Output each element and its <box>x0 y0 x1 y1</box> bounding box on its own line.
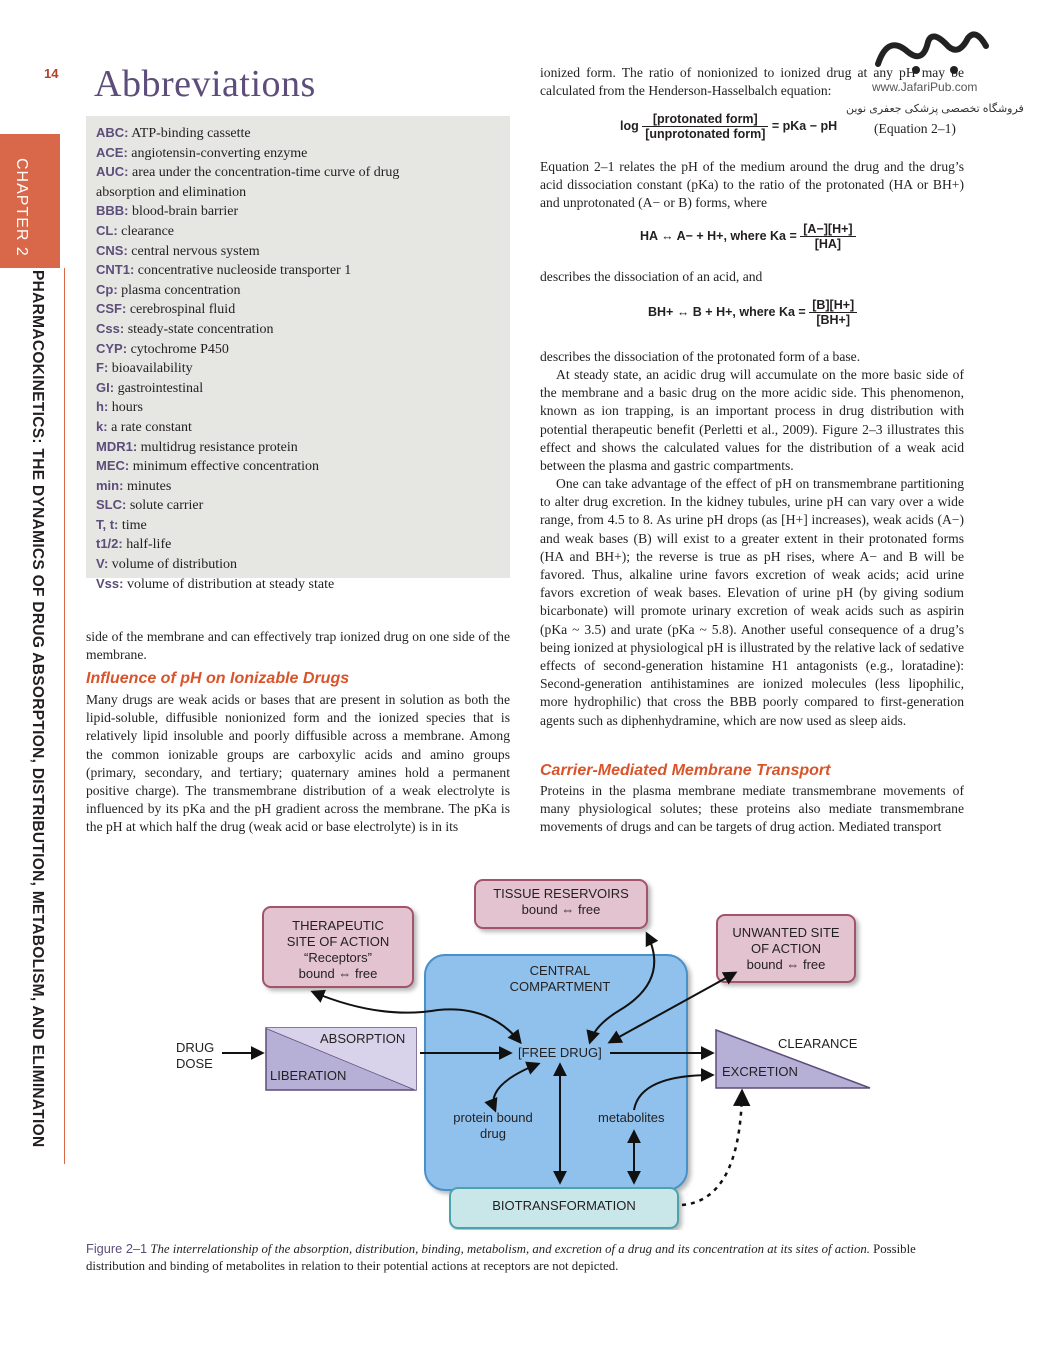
eq1-log: log <box>620 118 639 133</box>
eq1-denominator: [unprotonated form] <box>645 127 766 141</box>
equation-2-1 <box>620 112 837 141</box>
page-number: 14 <box>44 66 59 81</box>
arrow-biotrans-to-excretion <box>682 1092 742 1205</box>
abbreviation-item <box>96 496 506 516</box>
abbreviation-key: k: <box>96 418 108 434</box>
eq1-numerator: [protonated form] <box>642 112 768 127</box>
abbreviation-definition: minutes <box>123 478 172 494</box>
abbreviation-definition: half-life <box>122 537 172 553</box>
abbreviation-item <box>96 340 506 360</box>
watermark-store-name: فروشگاه تخصصی پزشکی جعفری نوین <box>846 103 1024 115</box>
abbreviation-item <box>96 379 506 399</box>
abbreviation-key: SLC: <box>96 497 127 513</box>
right-kidney: One can take advantage of the effect of pH on transmembrane partitioning to alter drug excretion. In the kidney tubules, urine pH can vary over a wide range, from 4.5 to 8. As urine pH drops (as [H+] increases), weak acids (A−) and weak bases (B) will exist to a greater extent in their protonated forms (HA and BH+); the reverse is true as pH rises, where A− and B will be favored. Thus, alkaline urine favors excretion of weak acids; acid urine favors excretion of weak bases. Elevation of urine pH (by giving sodium bicarbonate) will promote urinary excretion of weak acids such as aspirin (pKa ~ 3.5) and urate (pKa ~ 5.8). Another useful consequence of a drug’s being ionized at physiological pH is illustrated by the relative lack of sedative effects of second-generation histamine H1 antagonists (e.g., loratadine): Second-generation antihistamines are ionized molecules (less lipophilic, more hydrophilic) that cross the BBB poorly compared to first-generation agents such as diphenhydramine, which are now used as sleep aids. <box>540 476 964 728</box>
abbreviation-key: V: <box>96 556 109 572</box>
therapeutic-line-1: THERAPEUTIC <box>292 918 384 933</box>
abbreviation-key: ABC: <box>96 125 129 140</box>
abbreviation-definition: ATP-binding cassette <box>128 126 251 141</box>
central-compartment-label <box>495 963 625 995</box>
abbreviation-definition: area under the concentration-time curve of drug <box>128 165 400 181</box>
watermark-url[interactable]: www.JafariPub.com <box>872 80 978 94</box>
chapter-tab-label: CHAPTER 2 <box>13 158 30 257</box>
abbreviation-key: BBB: <box>96 203 129 219</box>
eq2-numerator: [A−][H+] <box>800 222 855 237</box>
biotransformation-label: BIOTRANSFORMATION <box>492 1198 636 1213</box>
abbreviation-key: Css: <box>96 320 125 336</box>
protein-line-1: protein bound <box>453 1110 533 1125</box>
protein-line-2: drug <box>479 1126 507 1141</box>
absorption-label: ABSORPTION <box>320 1031 406 1046</box>
tissue-sub: bound ⇔ free <box>521 902 601 917</box>
caption-rest: Possible distribution and binding of metabolites in relation to their potential actions at receptors are not depicted. <box>86 1242 916 1273</box>
abbreviation-definition: solute carrier <box>126 498 204 514</box>
left-paragraph-2: Many drugs are weak acids or bases that are present in solution as both the lipid-soluble, diffusible nonionized form and the ionized species that is relatively lipid insoluble and poorly diffusible across a membrane. Among the common ionizable groups are carboxylic acids and amino groups (primary, secondary, and tertiary; quaternary amines hold a permanent positive charge). The transmembrane distribution of a weak electrolyte is influenced by its pKa and the pH gradient across the membrane. The pKa is the pH at which half the drug (weak acid or base electrolyte) is in its <box>86 692 510 835</box>
unwanted-line-1: UNWANTED SITE <box>732 925 840 940</box>
metabolites-label: metabolites <box>598 1110 665 1125</box>
abbreviation-definition: multidrug resistance protein <box>137 439 298 455</box>
unwanted-label <box>717 925 855 973</box>
drug-line-2: DOSE <box>176 1056 213 1071</box>
abbreviation-key: MEC: <box>96 458 130 474</box>
abbreviation-definition: clearance <box>117 223 175 239</box>
abbreviation-definition: cytochrome P450 <box>127 341 229 357</box>
abbreviation-definition: angiotensin-converting enzyme <box>127 145 308 161</box>
abbreviation-item <box>96 183 506 203</box>
abbreviation-definition: concentrative nucleoside transporter 1 <box>134 263 352 279</box>
figure-2-1 <box>150 870 890 1230</box>
abbreviation-item <box>96 124 506 144</box>
eq2-denominator: [HA] <box>814 237 842 251</box>
right-acid-text: describes the dissociation of an acid, and <box>540 269 763 284</box>
section-heading-ph: Influence of pH on Ionizable Drugs <box>86 670 350 687</box>
right-base-text: describes the dissociation of the protonated form of a base. <box>540 349 861 364</box>
tissue-reservoirs-label <box>475 886 647 918</box>
abbreviation-definition: volume of distribution <box>108 557 238 573</box>
eq2-lhs: HA ↔ A− + H+, where Ka = <box>640 228 797 243</box>
section-heading-carrier: Carrier-Mediated Membrane Transport <box>540 762 831 779</box>
abbreviation-item <box>96 300 506 320</box>
abbreviation-item <box>96 222 506 242</box>
abbreviation-item <box>96 457 506 477</box>
abbreviation-key: CNT1: <box>96 262 135 278</box>
abbreviation-item <box>96 281 506 301</box>
therapeutic-line-2: SITE OF ACTION <box>286 934 390 949</box>
tissue-title: TISSUE RESERVOIRS <box>493 886 629 901</box>
abbreviation-definition: a rate constant <box>107 419 192 435</box>
central-line-1: CENTRAL <box>529 963 591 978</box>
eq3-lhs: BH+ ↔ B + H+, where Ka = <box>648 304 806 319</box>
abbreviation-key: h: <box>96 399 109 415</box>
abbreviation-item <box>96 242 506 262</box>
abbreviation-key: min: <box>96 477 124 493</box>
abbreviation-item <box>96 202 506 222</box>
abbreviation-key: CNS: <box>96 242 128 258</box>
clearance-label: CLEARANCE <box>778 1036 858 1051</box>
abbreviation-item <box>96 398 506 418</box>
free-drug-label: [FREE DRUG] <box>518 1045 602 1060</box>
abbreviation-definition: gastrointestinal <box>114 380 204 396</box>
therapeutic-line-4: bound ⇔ free <box>298 966 378 981</box>
abbreviation-key: AUC: <box>96 164 129 180</box>
abbreviation-definition: cerebrospinal fluid <box>126 302 236 318</box>
abbreviation-key: CYP: <box>96 340 128 356</box>
abbreviation-item <box>96 438 506 458</box>
abbreviation-item <box>96 320 506 340</box>
abbreviation-key: Vss: <box>96 575 124 591</box>
unwanted-line-2: OF ACTION <box>750 941 822 956</box>
excretion-label: EXCRETION <box>722 1064 798 1079</box>
chapter-tab <box>0 134 60 268</box>
liberation-label: LIBERATION <box>270 1068 347 1083</box>
therapeutic-line-3: “Receptors” <box>304 950 372 965</box>
page-title: Abbreviations <box>94 63 316 105</box>
eq3-denominator: [BH+] <box>816 313 851 327</box>
abbreviation-item <box>96 418 506 438</box>
therapeutic-label <box>263 918 413 982</box>
abbreviation-key: T, t: <box>96 516 119 532</box>
abbreviation-item <box>96 535 506 555</box>
abbreviation-key: CSF: <box>96 301 127 317</box>
side-rule <box>64 268 65 1164</box>
protein-bound-label <box>440 1110 546 1142</box>
right-steady-state: At steady state, an acidic drug will accumulate on the more basic side of the membrane and a basic drug on the more acidic side. This phenomenon, known as ion trapping, is an important process in drug distribution with potential therapeutic benefit (Perletti et al., 2009). Figure 2–3 illustrates this effect and shows the calculated values for the distribution of a weak acid between the plasma and gastric compartments. <box>540 367 964 474</box>
abbreviation-key: ACE: <box>96 144 128 160</box>
abbreviation-definition: plasma concentration <box>117 282 241 298</box>
abbreviation-key: t1/2: <box>96 536 123 552</box>
right-carrier: Proteins in the plasma membrane mediate transmembrane movements of many physiological solutes; these proteins also mediate transmembrane movements of drugs and can be targets of drug action. Mediated transport <box>540 783 964 835</box>
abbreviation-definition: central nervous system <box>127 243 260 259</box>
abbreviation-item <box>96 144 506 164</box>
abbreviation-key: Cp: <box>96 281 118 297</box>
caption-label: Figure 2–1 <box>86 1241 148 1256</box>
abbreviation-key: GI: <box>96 379 115 395</box>
abbreviation-definition: minimum effective concentration <box>129 459 320 475</box>
abbreviation-key: CL: <box>96 222 118 238</box>
chapter-running-title: PHARMACOKINETICS: THE DYNAMICS OF DRUG ABSORPTION, DISTRIBUTION, METABOLISM, AND ELIMINATION <box>29 270 46 1148</box>
central-line-2: COMPARTMENT <box>509 979 611 994</box>
abbreviation-definition: steady-state concentration <box>124 321 274 337</box>
eq1-rhs: = pKa − pH <box>771 118 838 133</box>
abbreviation-item <box>96 163 506 183</box>
abbreviation-key: MDR1: <box>96 438 138 454</box>
abbreviation-definition: blood-brain barrier <box>128 204 239 220</box>
abbreviation-item <box>96 261 506 281</box>
drug-line-1: DRUG <box>176 1040 215 1055</box>
abbreviation-definition: hours <box>108 400 143 416</box>
right-intro: ionized form. The ratio of nonionized to ionized drug at any pH may be calculated from the Henderson-Hasselbalch equation: <box>540 65 964 99</box>
equation-base <box>648 298 857 327</box>
abbreviations-list <box>96 124 506 594</box>
equation-label: (Equation 2–1) <box>874 121 956 136</box>
drug-dose-label <box>176 1040 214 1072</box>
abbreviation-item <box>96 359 506 379</box>
abbreviation-item <box>96 516 506 536</box>
abbreviation-item <box>96 477 506 497</box>
figure-caption <box>86 1240 976 1275</box>
abbreviation-definition: volume of distribution at steady state <box>123 576 335 592</box>
equation-acid <box>640 222 856 251</box>
right-eq-explanation: Equation 2–1 relates the pH of the medium around the drug and the drug’s acid dissociation constant (pKa) to the ratio of the protonated (HA or BH+) and unprotonated (A− or B) forms, where <box>540 159 964 211</box>
abbreviation-definition: absorption and elimination <box>96 184 247 200</box>
unwanted-line-3: bound ⇔ free <box>746 957 826 972</box>
abbreviation-definition: time <box>118 517 147 533</box>
abbreviation-item <box>96 575 506 595</box>
left-paragraph-1: side of the membrane and can effectively trap ionized drug on one side of the membrane. <box>86 629 510 663</box>
abbreviation-item <box>96 555 506 575</box>
eq3-numerator: [B][H+] <box>809 298 857 313</box>
abbreviation-definition: bioavailability <box>108 361 193 377</box>
abbreviation-key: F: <box>96 360 109 376</box>
caption-italic: The interrelationship of the absorption, distribution, binding, metabolism, and excretion of a drug and its concentration at its sites of action. <box>150 1242 870 1256</box>
